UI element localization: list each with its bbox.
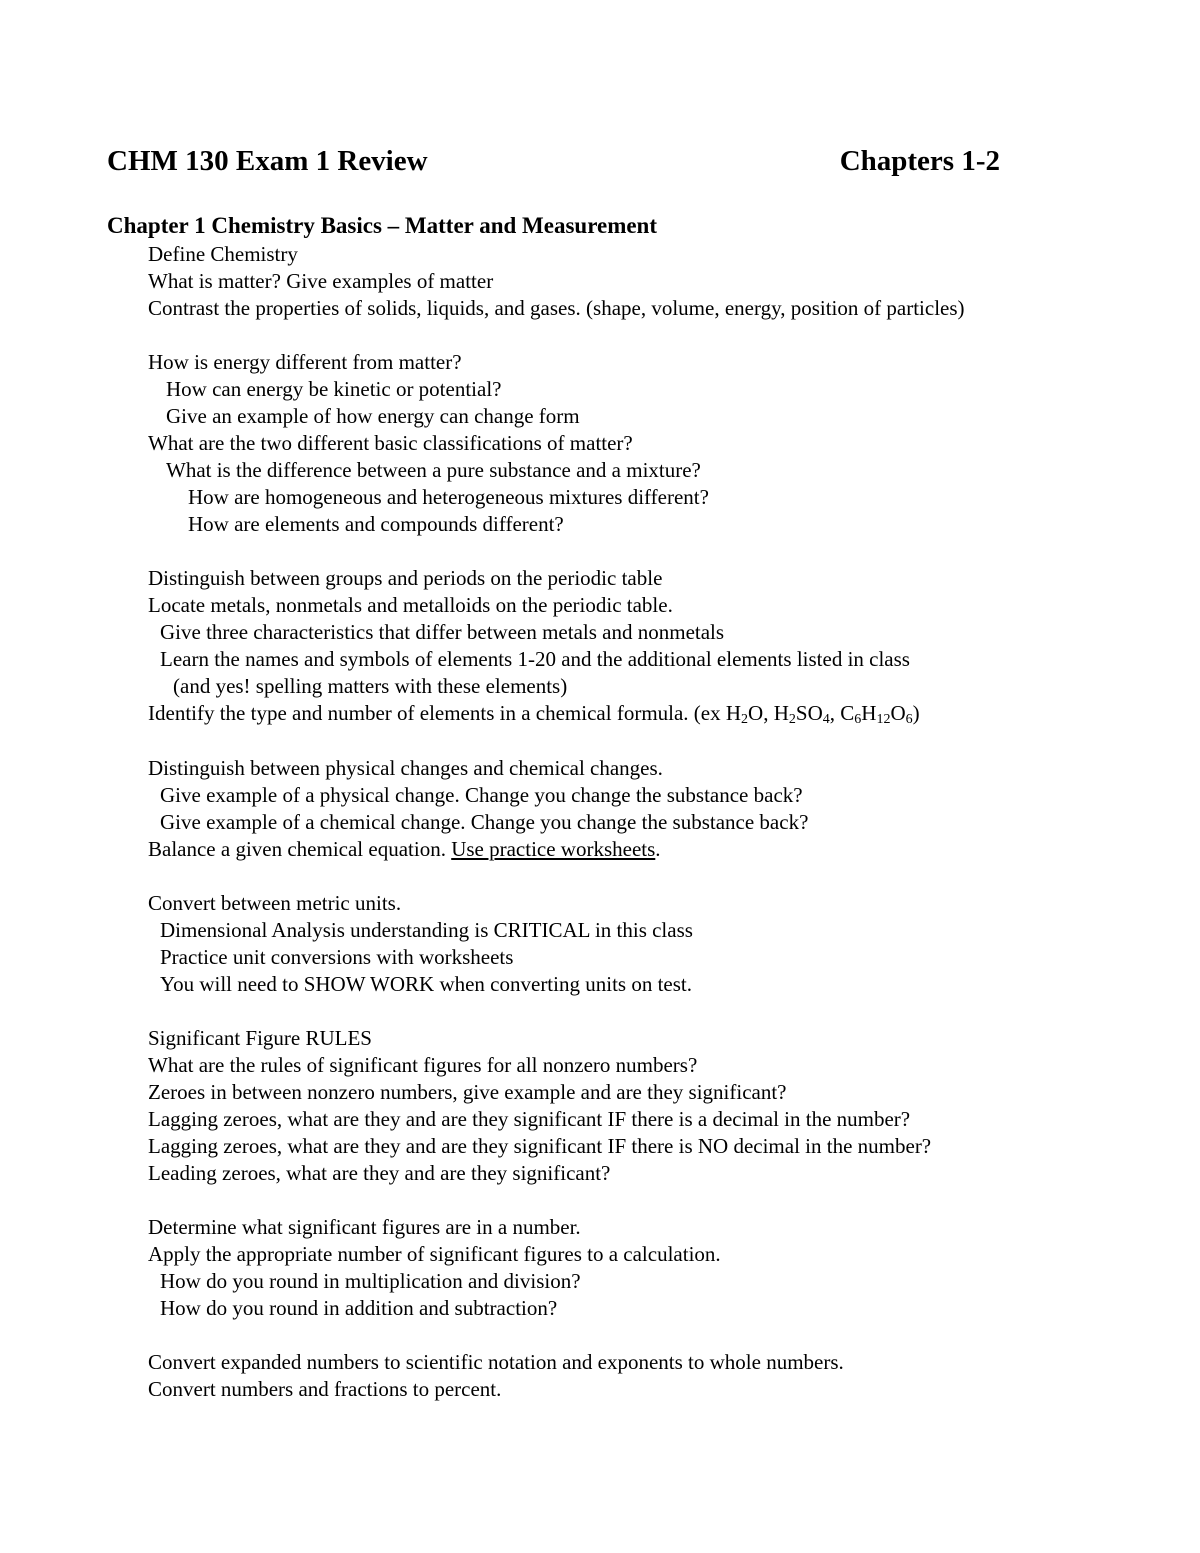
document-header	[107, 141, 1000, 181]
topic-line: How are homogeneous and heterogeneous mixtures different?	[188, 485, 709, 509]
formula-text: H	[861, 701, 877, 725]
formula-subscript: 12	[876, 712, 891, 727]
formula-subscript: 6	[854, 712, 862, 727]
formula-text: , C	[829, 701, 855, 725]
topic-line: What is matter? Give examples of matter	[148, 269, 494, 293]
balance-text: .	[655, 837, 661, 861]
topic-line: How are elements and compounds different?	[188, 512, 564, 536]
topic-line: Give an example of how energy can change form	[166, 404, 580, 428]
document-title: CHM 130 Exam 1 Review	[107, 145, 428, 177]
balance-equation-line	[148, 836, 661, 863]
topic-line: Convert between metric units.	[148, 891, 402, 915]
topic-line: Lagging zeroes, what are they and are they significant IF there is NO decimal in the number?	[148, 1134, 932, 1158]
topic-line: (and yes! spelling matters with these elements)	[173, 674, 568, 698]
topic-line: Define Chemistry	[148, 242, 298, 266]
topic-line: Give three characteristics that differ between metals and nonmetals	[160, 620, 725, 644]
balance-text: Balance a given chemical equation.	[148, 837, 452, 861]
topic-line: Learn the names and symbols of elements 1-20 and the additional elements listed in class	[160, 647, 910, 671]
topic-line: What are the two different basic classifications of matter?	[148, 431, 633, 455]
topic-line: How can energy be kinetic or potential?	[166, 377, 502, 401]
formula-subscript: 2	[788, 712, 796, 727]
topic-line: Contrast the properties of solids, liquids, and gases. (shape, volume, energy, position of particles)	[148, 296, 965, 320]
chemical-formula-line	[148, 700, 920, 727]
topic-line: Significant Figure RULES	[148, 1026, 372, 1050]
topic-line: Convert numbers and fractions to percent.	[148, 1377, 502, 1401]
topic-line: Leading zeroes, what are they and are they significant?	[148, 1161, 611, 1185]
formula-text: O	[890, 701, 906, 725]
topic-line: Give example of a chemical change. Change you change the substance back?	[160, 810, 809, 834]
formula-text: O, H	[748, 701, 789, 725]
formula-text: )	[912, 701, 920, 725]
topic-line: Practice unit conversions with worksheets	[160, 945, 514, 969]
chapter-1-heading: Chapter 1 Chemistry Basics – Matter and Measurement	[107, 213, 658, 238]
topic-line: Determine what significant figures are in a number.	[148, 1215, 581, 1239]
topic-line: How do you round in multiplication and division?	[160, 1269, 581, 1293]
topic-line: Give example of a physical change. Change you change the substance back?	[160, 783, 803, 807]
topic-line: Distinguish between groups and periods on the periodic table	[148, 566, 663, 590]
formula-subscript: 2	[741, 712, 749, 727]
topic-line: Locate metals, nonmetals and metalloids on the periodic table.	[148, 593, 673, 617]
topic-line: Convert expanded numbers to scientific notation and exponents to whole numbers.	[148, 1350, 844, 1374]
topic-line: How is energy different from matter?	[148, 350, 462, 374]
topic-line: Apply the appropriate number of significant figures to a calculation.	[148, 1242, 721, 1266]
formula-subscript: 4	[822, 712, 830, 727]
topic-line: Lagging zeroes, what are they and are they significant IF there is a decimal in the number?	[148, 1107, 911, 1131]
topic-line: You will need to SHOW WORK when converting units on test.	[160, 972, 692, 996]
formula-subscript: 6	[905, 712, 913, 727]
topic-line: What are the rules of significant figures for all nonzero numbers?	[148, 1053, 698, 1077]
topic-line: Zeroes in between nonzero numbers, give example and are they significant?	[148, 1080, 787, 1104]
chapters-label: Chapters 1-2	[839, 145, 1000, 177]
topic-line: What is the difference between a pure substance and a mixture?	[166, 458, 701, 482]
topic-line: How do you round in addition and subtraction?	[160, 1296, 558, 1320]
formula-text: Identify the type and number of elements in a chemical formula. (ex H	[148, 701, 742, 725]
formula-text: SO	[795, 701, 823, 725]
topic-line: Dimensional Analysis understanding is CRITICAL in this class	[160, 918, 693, 942]
topic-line: Distinguish between physical changes and chemical changes.	[148, 756, 663, 780]
practice-worksheets-link[interactable]: Use practice worksheets	[451, 837, 656, 861]
